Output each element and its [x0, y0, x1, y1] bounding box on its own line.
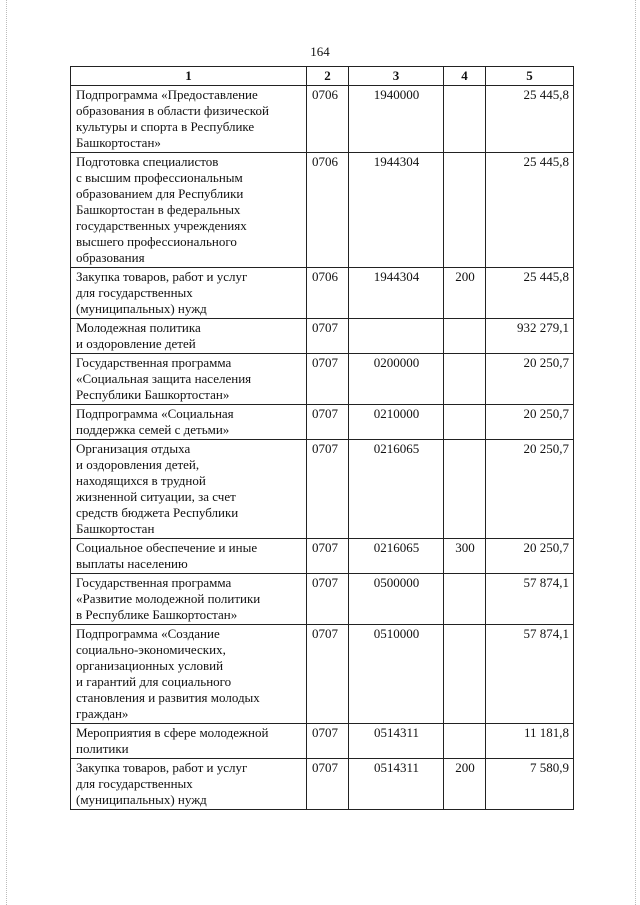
- row-expense-type: [444, 625, 486, 724]
- row-amount: 20 250,7: [486, 405, 574, 440]
- row-expense-type: [444, 86, 486, 153]
- row-name: Социальное обеспечение и иные выплаты населению: [71, 539, 307, 574]
- row-name: Подготовка специалистов с высшим профессиональным образованием для Республики Башкортостан в федеральных государственных учреждениях высшего профессионального образования: [71, 153, 307, 268]
- page-edge-right: [635, 0, 636, 905]
- budget-table: [70, 66, 574, 810]
- row-section: 0707: [307, 405, 349, 440]
- page-edge-left: [6, 0, 7, 905]
- row-target-code: 1944304: [349, 153, 444, 268]
- row-name: Мероприятия в сфере молодежной политики: [71, 724, 307, 759]
- row-target-code: 1944304: [349, 268, 444, 319]
- table-row: [71, 759, 574, 810]
- row-expense-type: 200: [444, 268, 486, 319]
- table-body: [71, 86, 574, 810]
- row-target-code: 0200000: [349, 354, 444, 405]
- row-name: Закупка товаров, работ и услуг для государственных (муниципальных) нужд: [71, 759, 307, 810]
- row-amount: 57 874,1: [486, 574, 574, 625]
- row-section: 0707: [307, 440, 349, 539]
- row-amount: 7 580,9: [486, 759, 574, 810]
- row-amount: 11 181,8: [486, 724, 574, 759]
- row-name: Молодежная политика и оздоровление детей: [71, 319, 307, 354]
- table-row: [71, 86, 574, 153]
- row-name: Организация отдыха и оздоровления детей, находящихся в трудной жизненной ситуации, за счет средств бюджета Республики Башкортостан: [71, 440, 307, 539]
- row-amount: 57 874,1: [486, 625, 574, 724]
- table-row: [71, 354, 574, 405]
- column-header-3: 3: [349, 67, 444, 86]
- row-target-code: 0510000: [349, 625, 444, 724]
- row-section: 0707: [307, 759, 349, 810]
- table-row: [71, 625, 574, 724]
- table-row: [71, 724, 574, 759]
- row-target-code: [349, 319, 444, 354]
- row-target-code: 0210000: [349, 405, 444, 440]
- row-target-code: 0514311: [349, 724, 444, 759]
- row-section: 0706: [307, 153, 349, 268]
- row-amount: 20 250,7: [486, 440, 574, 539]
- row-expense-type: 200: [444, 759, 486, 810]
- row-section: 0706: [307, 86, 349, 153]
- column-header-1: 1: [71, 67, 307, 86]
- table-row: [71, 319, 574, 354]
- table-row: [71, 153, 574, 268]
- table-row: [71, 405, 574, 440]
- row-amount: 20 250,7: [486, 354, 574, 405]
- row-amount: 20 250,7: [486, 539, 574, 574]
- row-name: Государственная программа «Развитие молодежной политики в Республике Башкортостан»: [71, 574, 307, 625]
- table-row: [71, 440, 574, 539]
- row-target-code: 0500000: [349, 574, 444, 625]
- table-row: [71, 574, 574, 625]
- row-name: Подпрограмма «Создание социально-экономических, организационных условий и гарантий для социального становления и развития молодых граждан»: [71, 625, 307, 724]
- row-section: 0707: [307, 574, 349, 625]
- row-target-code: 1940000: [349, 86, 444, 153]
- column-header-4: 4: [444, 67, 486, 86]
- row-expense-type: [444, 724, 486, 759]
- row-section: 0707: [307, 319, 349, 354]
- row-amount: 25 445,8: [486, 268, 574, 319]
- row-name: Подпрограмма «Предоставление образования в области физической культуры и спорта в Республике Башкортостан»: [71, 86, 307, 153]
- row-target-code: 0216065: [349, 539, 444, 574]
- row-amount: 25 445,8: [486, 153, 574, 268]
- column-header-5: 5: [486, 67, 574, 86]
- row-section: 0707: [307, 539, 349, 574]
- row-expense-type: [444, 574, 486, 625]
- row-section: 0707: [307, 724, 349, 759]
- row-expense-type: [444, 440, 486, 539]
- row-name: Подпрограмма «Социальная поддержка семей с детьми»: [71, 405, 307, 440]
- row-section: 0706: [307, 268, 349, 319]
- row-amount: 932 279,1: [486, 319, 574, 354]
- row-expense-type: [444, 354, 486, 405]
- row-target-code: 0216065: [349, 440, 444, 539]
- row-section: 0707: [307, 625, 349, 724]
- row-target-code: 0514311: [349, 759, 444, 810]
- row-name: Государственная программа «Социальная защита населения Республики Башкортостан»: [71, 354, 307, 405]
- page-number: 164: [310, 44, 330, 59]
- row-expense-type: 300: [444, 539, 486, 574]
- table-row: [71, 539, 574, 574]
- table-header-row: [71, 67, 574, 86]
- row-name: Закупка товаров, работ и услуг для государственных (муниципальных) нужд: [71, 268, 307, 319]
- row-expense-type: [444, 405, 486, 440]
- row-section: 0707: [307, 354, 349, 405]
- column-header-2: 2: [307, 67, 349, 86]
- table-row: [71, 268, 574, 319]
- row-amount: 25 445,8: [486, 86, 574, 153]
- row-expense-type: [444, 319, 486, 354]
- row-expense-type: [444, 153, 486, 268]
